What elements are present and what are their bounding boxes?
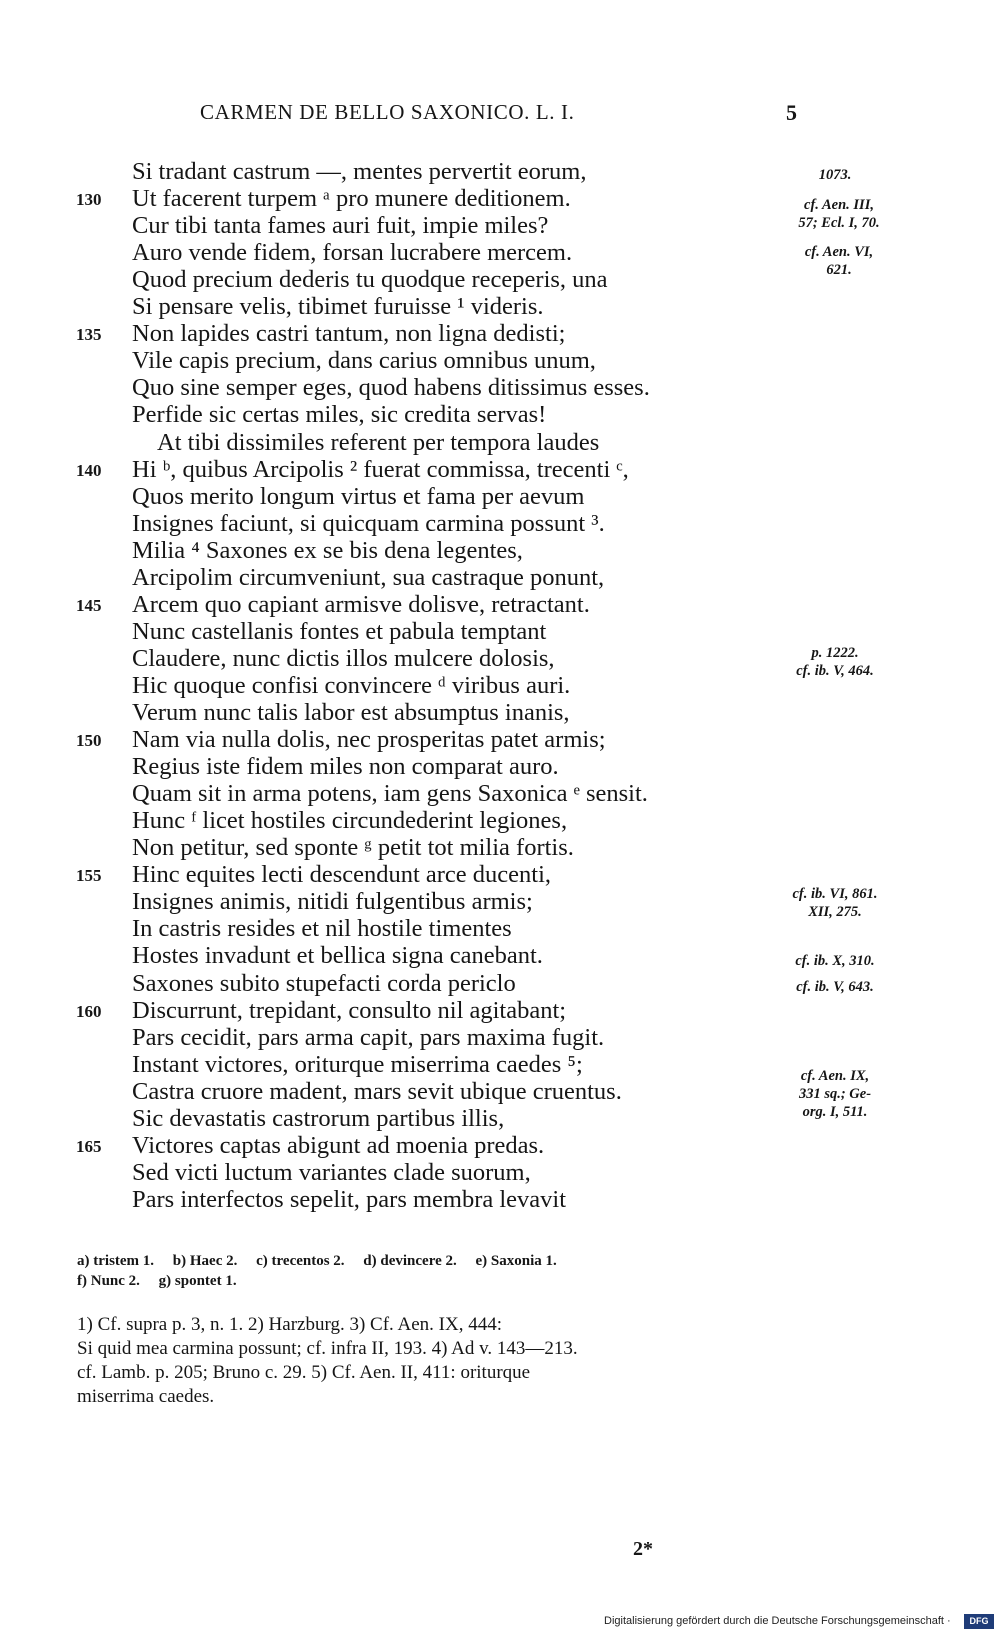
- verse-line: Hunc ᶠ licet hostiles circundederint legiones,: [132, 807, 568, 834]
- verse-line: Quo sine semper eges, quod habens ditissimus esses.: [132, 374, 650, 401]
- margin-note-line: cf. Aen. VI,: [804, 244, 874, 260]
- margin-note-line: p. 1222.: [811, 645, 859, 661]
- digitization-credit: Digitalisierung gefördert durch die Deutsche Forschungsgemeinschaft ·: [604, 1612, 982, 1630]
- verse-line: Quos merito longum virtus et fama per aevum: [132, 483, 585, 510]
- verse-line: Non petitur, sed sponte ᵍ petit tot milia fortis.: [132, 834, 574, 861]
- verse-line: Verum nunc talis labor est absumptus inanis,: [132, 699, 570, 726]
- verse-line: Milia ⁴ Saxones ex se bis dena legentes,: [132, 537, 523, 564]
- footnote-line: Si quid mea carmina possunt; cf. infra II, 193. 4) Ad v. 143—213.: [77, 1338, 578, 1359]
- margin-note-line: cf. Aen. IX,: [800, 1068, 870, 1084]
- margin-note-line: 1073.: [818, 167, 852, 183]
- margin-note: [770, 166, 900, 184]
- margin-note: [770, 885, 900, 921]
- line-number: 165: [76, 1137, 102, 1156]
- margin-note-line: cf. ib. VI, 861.: [792, 886, 878, 902]
- verse-line: Discurrunt, trepidant, consulto nil agitabant;: [132, 997, 567, 1024]
- verse-line: Quam sit in arma potens, iam gens Saxonica ᵉ sensit.: [132, 780, 648, 807]
- margin-note-line: 57; Ecl. I, 70.: [798, 215, 880, 231]
- page-number: 5: [786, 100, 797, 125]
- verse-line: Nam via nulla dolis, nec prosperitas patet armis;: [132, 726, 606, 753]
- verse-line: Hostes invadunt et bellica signa canebant.: [132, 942, 543, 969]
- margin-note: [770, 644, 900, 680]
- margin-note-line: cf. ib. V, 643.: [796, 979, 874, 995]
- verse-line: In castris resides et nil hostile timentes: [132, 915, 512, 942]
- verse-line: Auro vende fidem, forsan lucrabere mercem.: [132, 239, 573, 266]
- margin-note-line: cf. ib. X, 310.: [795, 953, 875, 969]
- verse-line: Instant victores, oriturque miserrima caedes ⁵;: [132, 1051, 583, 1078]
- line-number: 145: [76, 596, 102, 615]
- verse-line: Perfide sic certas miles, sic credita servas!: [132, 401, 547, 428]
- verse-line: Non lapides castri tantum, non ligna dedisti;: [132, 320, 566, 347]
- dfg-logo-icon: DFG: [964, 1614, 994, 1629]
- margin-note-line: 621.: [826, 262, 852, 278]
- margin-note: [774, 243, 904, 279]
- signature-mark: 2*: [633, 1538, 653, 1560]
- verse-line: Castra cruore madent, mars sevit ubique cruentus.: [132, 1078, 622, 1105]
- variant-note-line: f) Nunc 2. g) spontet 1.: [77, 1273, 237, 1289]
- verse-line: Pars cecidit, pars arma capit, pars maxima fugit.: [132, 1024, 605, 1051]
- verse-line: Hic quoque confisi convincere ᵈ viribus auri.: [132, 672, 571, 699]
- margin-note: [770, 978, 900, 996]
- margin-note: [770, 952, 900, 970]
- verse-line: Quod precium dederis tu quodque receperis, una: [132, 266, 608, 293]
- verse-line: Saxones subito stupefacti corda periclo: [132, 970, 516, 997]
- verse-line: Cur tibi tanta fames auri fuit, impie miles?: [132, 212, 549, 239]
- verse-line: Victores captas abigunt ad moenia predas.: [132, 1132, 545, 1159]
- line-number: 160: [76, 1002, 102, 1021]
- variant-note-line: a) tristem 1. b) Haec 2. c) trecentos 2. d) devincere 2. e) Saxonia 1.: [77, 1253, 557, 1269]
- verse-line: Hi ᵇ, quibus Arcipolis ² fuerat commissa, trecenti ᶜ,: [132, 456, 629, 483]
- verse-line: Si pensare velis, tibimet furuisse ¹ videris.: [132, 293, 544, 320]
- line-number: 130: [76, 190, 102, 209]
- verse-line: Arcipolim circumveniunt, sua castraque ponunt,: [132, 564, 605, 591]
- margin-note: [774, 196, 904, 232]
- verse-line: At tibi dissimiles referent per tempora laudes: [157, 429, 600, 456]
- verse-line: Regius iste fidem miles non comparat auro.: [132, 753, 559, 780]
- line-number: 150: [76, 731, 102, 750]
- margin-note: [770, 1067, 900, 1121]
- margin-note-line: 331 sq.; Ge-: [798, 1086, 872, 1102]
- verse-line: Arcem quo capiant armisve dolisve, retractant.: [132, 591, 590, 618]
- verse-line: Sic devastatis castrorum partibus illis,: [132, 1105, 505, 1132]
- line-number: 140: [76, 461, 102, 480]
- line-number: 155: [76, 866, 102, 885]
- footnote-line: miserrima caedes.: [77, 1386, 215, 1407]
- running-header-title: CARMEN DE BELLO SAXONICO. L. I.: [200, 100, 575, 124]
- margin-note-line: org. I, 511.: [802, 1104, 868, 1120]
- margin-note-line: cf. ib. V, 464.: [796, 663, 874, 679]
- footnote-line: 1) Cf. supra p. 3, n. 1. 2) Harzburg. 3) Cf. Aen. IX, 444:: [77, 1314, 502, 1335]
- verse-line: Nunc castellanis fontes et pabula temptant: [132, 618, 547, 645]
- verse-line: Si tradant castrum —, mentes pervertit eorum,: [132, 158, 587, 185]
- verse-line: Vile capis precium, dans carius omnibus unum,: [132, 347, 596, 374]
- margin-note-line: cf. Aen. III,: [804, 197, 874, 213]
- verse-line: Insignes faciunt, si quicquam carmina possunt ³.: [132, 510, 605, 537]
- line-number: 135: [76, 325, 102, 344]
- verse-line: Hinc equites lecti descendunt arce ducenti,: [132, 861, 552, 888]
- verse-line: Insignes animis, nitidi fulgentibus armis;: [132, 888, 533, 915]
- margin-note-line: XII, 275.: [808, 904, 862, 920]
- verse-line: Ut facerent turpem ᵃ pro munere deditionem.: [132, 185, 571, 212]
- verse-line: Claudere, nunc dictis illos mulcere dolosis,: [132, 645, 555, 672]
- verse-line: Sed victi luctum variantes clade suorum,: [132, 1159, 531, 1186]
- verse-line: Pars interfectos sepelit, pars membra levavit: [132, 1186, 567, 1213]
- footnote-line: cf. Lamb. p. 205; Bruno c. 29. 5) Cf. Aen. II, 411: oriturque: [77, 1362, 531, 1383]
